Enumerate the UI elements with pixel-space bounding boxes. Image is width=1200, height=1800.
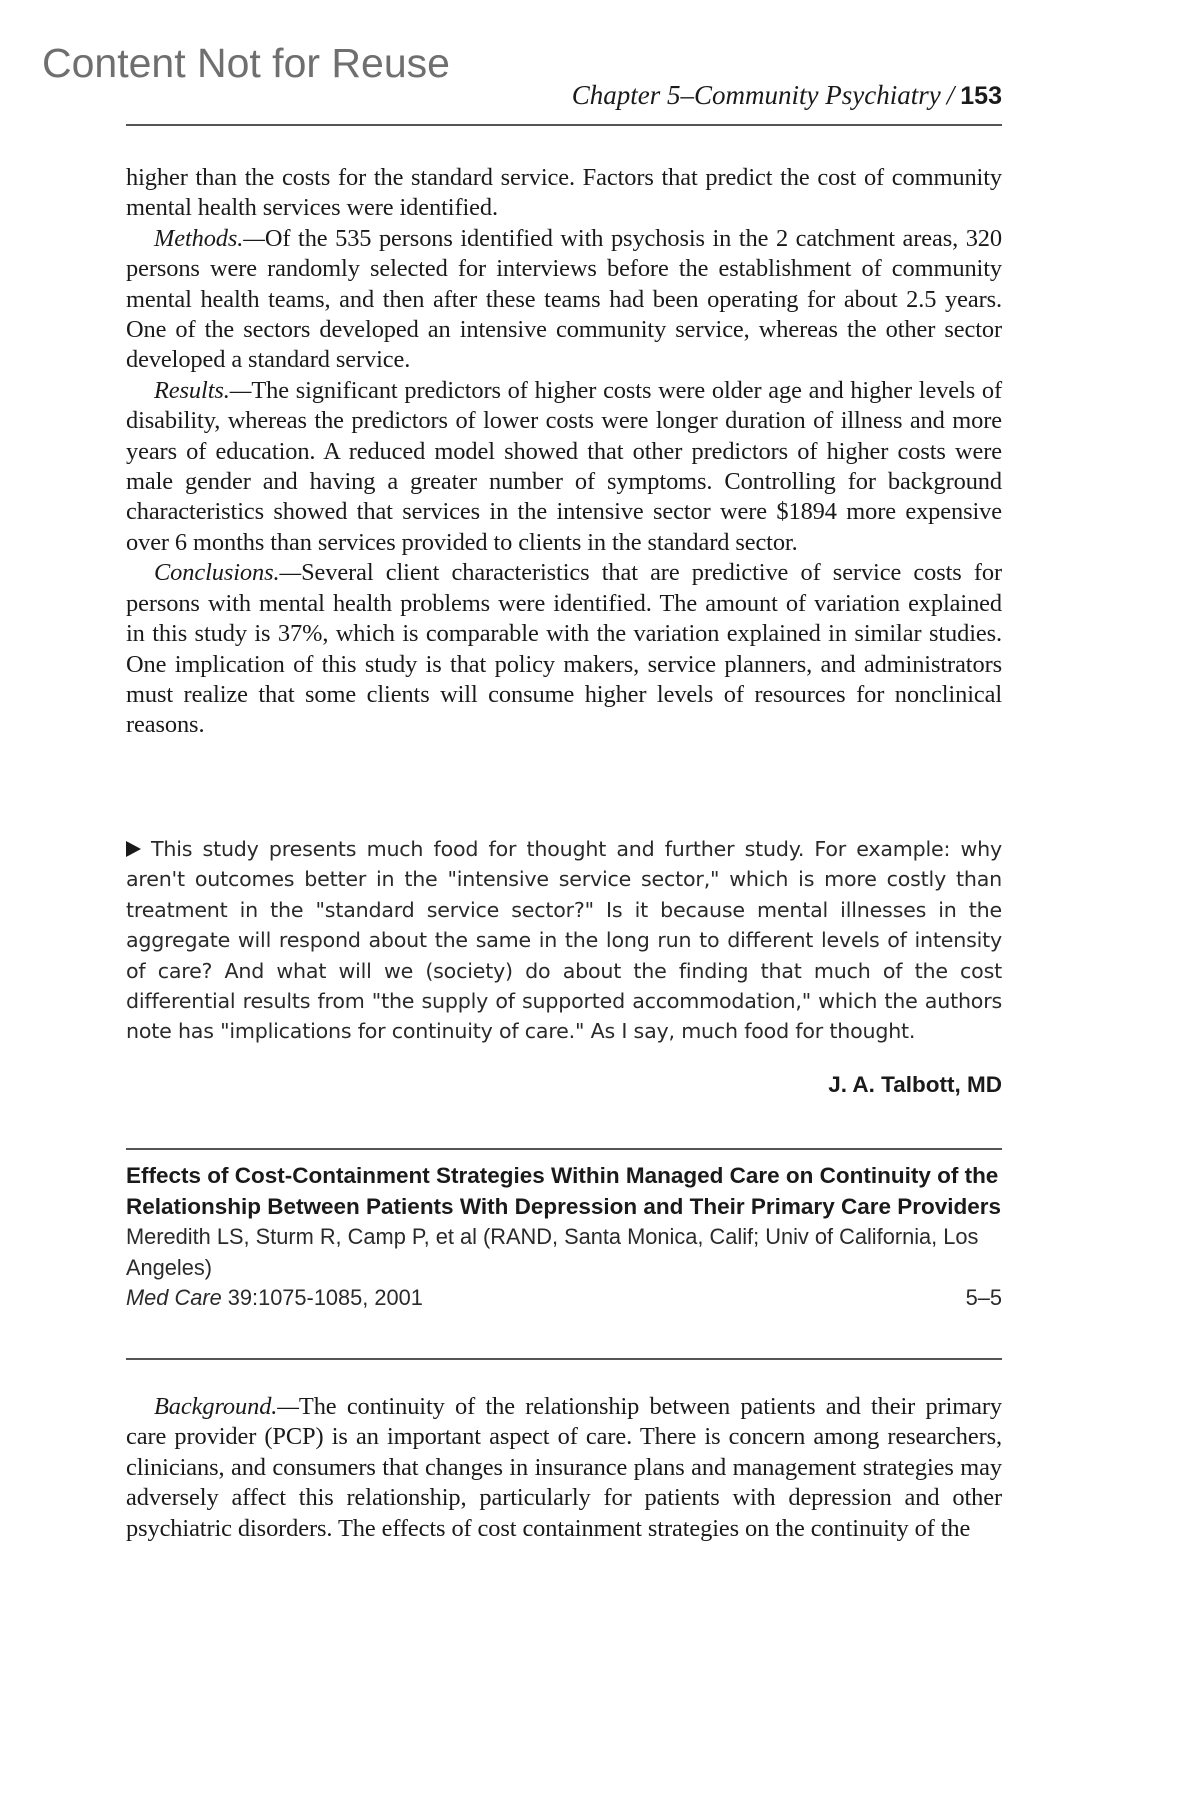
editor-commentary: [126, 834, 1002, 1047]
conclusions-text: Several client characteristics that are predictive of service costs for persons with mental health problems were identified. The amount of variation explained in this study is 37%, which is comparable with the variation explained in similar studies. One implication of this study is that policy makers, service planners, and administrators must realize that some clients will consume higher levels of resources for nonclinical reasons.: [126, 559, 1002, 739]
chapter-title: Chapter 5–Community Psychiatry: [571, 80, 941, 110]
methods-text: Of the 535 persons identified with psychosis in the 2 catchment areas, 320 persons were randomly selected for interviews before the establishment of community mental health teams, and then after these teams had been operating for about 2.5 years. One of the sectors developed an intensive community service, whereas the other sector developed a standard service.: [126, 224, 1002, 374]
page-number: 153: [960, 82, 1002, 110]
triangle-bullet-icon: [126, 841, 141, 857]
header-separator: /: [946, 80, 955, 110]
commentary-author: J. A. Talbott, MD: [828, 1072, 1002, 1097]
results-paragraph: [126, 376, 1002, 558]
conclusions-paragraph: [126, 558, 1002, 740]
reference-number: 5–5: [965, 1285, 1002, 1310]
article-authors: Meredith LS, Sturm R, Camp P, et al (RAND, Santa Monica, Calif; Univ of California, Los Angeles): [126, 1224, 979, 1280]
results-label: Results.—: [154, 376, 252, 404]
article-title: Effects of Cost-Containment Strategies Within Managed Care on Continuity of the Relationship Between Patients With Depression and Their Primary Care Providers: [126, 1163, 1002, 1219]
watermark: Content Not for Reuse: [42, 40, 450, 86]
commentary-text: This study presents much food for thought and further study. For example: why aren't outcomes better in the "intensive service sector," which is more costly than treatment in the "standard service sector?" Is it because mental illnesses in the aggregate will respond about the same in the long run to different levels of intensity of care? And what will we (society) do about the finding that much of the cost differential results from "the supply of supported accommodation," which the authors note has "implications for continuity of care." As I say, much food for thought.: [126, 837, 1002, 1044]
results-text: The significant predictors of higher costs were older age and higher levels of disability, whereas the predictors of lower costs were longer duration of illness and more years of education. A reduced model showed that other predictors of higher costs were male gender and having a greater number of symptoms. Controlling for background characteristics showed that services in the intensive sector were $1894 more expensive over 6 months than services provided to clients in the standard sector.: [126, 376, 1002, 556]
citation-bottom-rule: [126, 1358, 1002, 1360]
abstract-continuation: higher than the costs for the standard service. Factors that predict the cost of community mental health services were identified.: [126, 164, 1002, 222]
background-label: Background.—: [154, 1393, 299, 1420]
conclusions-label: Conclusions.—: [154, 559, 302, 587]
citation-block: [126, 1161, 1002, 1314]
citation-top-rule: [126, 1148, 1002, 1150]
header-rule: [126, 124, 1002, 126]
article-abstract: [126, 163, 1002, 741]
journal-reference: [126, 1283, 423, 1314]
methods-label: Methods.—: [154, 224, 265, 252]
journal-citation: 39:1075-1085, 2001: [227, 1285, 423, 1310]
methods-paragraph: [126, 224, 1002, 376]
journal-name: Med Care: [126, 1285, 222, 1310]
article2-abstract: [126, 1392, 1002, 1544]
journal-line: [126, 1283, 1002, 1314]
running-header: [126, 80, 1002, 111]
background-text: The continuity of the relationship between patients and their primary care provider (PCP) is an important aspect of care. There is concern among researchers, clinicians, and consumers that changes in insurance plans and management strategies may adversely affect this relationship, particularly for patients with depression and other psychiatric disorders. The effects of cost containment strategies on the continuity of the: [126, 1393, 1002, 1542]
background-paragraph: [126, 1392, 1002, 1544]
